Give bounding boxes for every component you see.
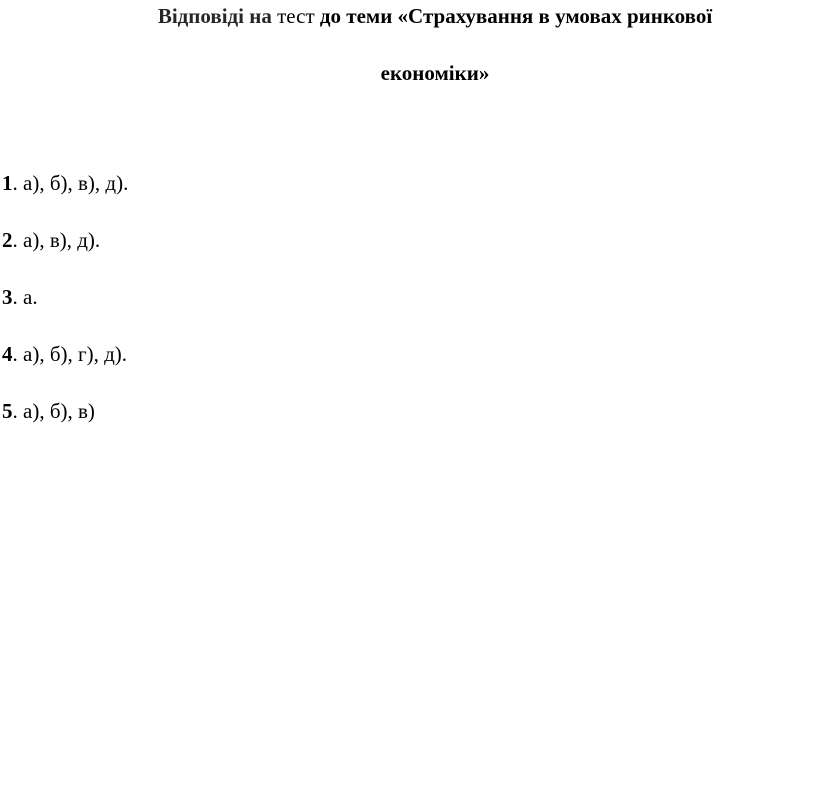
answer-text: . а), б), в), д). <box>12 171 129 195</box>
answer-item <box>2 342 128 399</box>
document-title-line-2: економіки» <box>380 61 490 85</box>
answer-item <box>2 228 128 285</box>
answer-number: 3 <box>2 285 13 309</box>
title-part-3: до теми «Страхування в умовах ринкової <box>319 4 713 28</box>
answer-list <box>2 171 128 456</box>
answer-text: . а. <box>12 285 38 309</box>
answer-number: 5 <box>2 399 13 423</box>
answer-number: 4 <box>2 342 13 366</box>
document-title-line-1 <box>0 4 816 29</box>
title-part-1: Відповіді на <box>157 4 272 28</box>
answer-item <box>2 399 128 456</box>
answer-item <box>2 285 128 342</box>
answer-number: 2 <box>2 228 13 252</box>
answer-text: . а), б), г), д). <box>12 342 128 366</box>
answer-text: . а), в), д). <box>12 228 101 252</box>
answer-item <box>2 171 128 228</box>
title-part-2: тест <box>277 4 315 28</box>
answer-number: 1 <box>2 171 13 195</box>
answer-text: . а), б), в) <box>12 399 95 423</box>
